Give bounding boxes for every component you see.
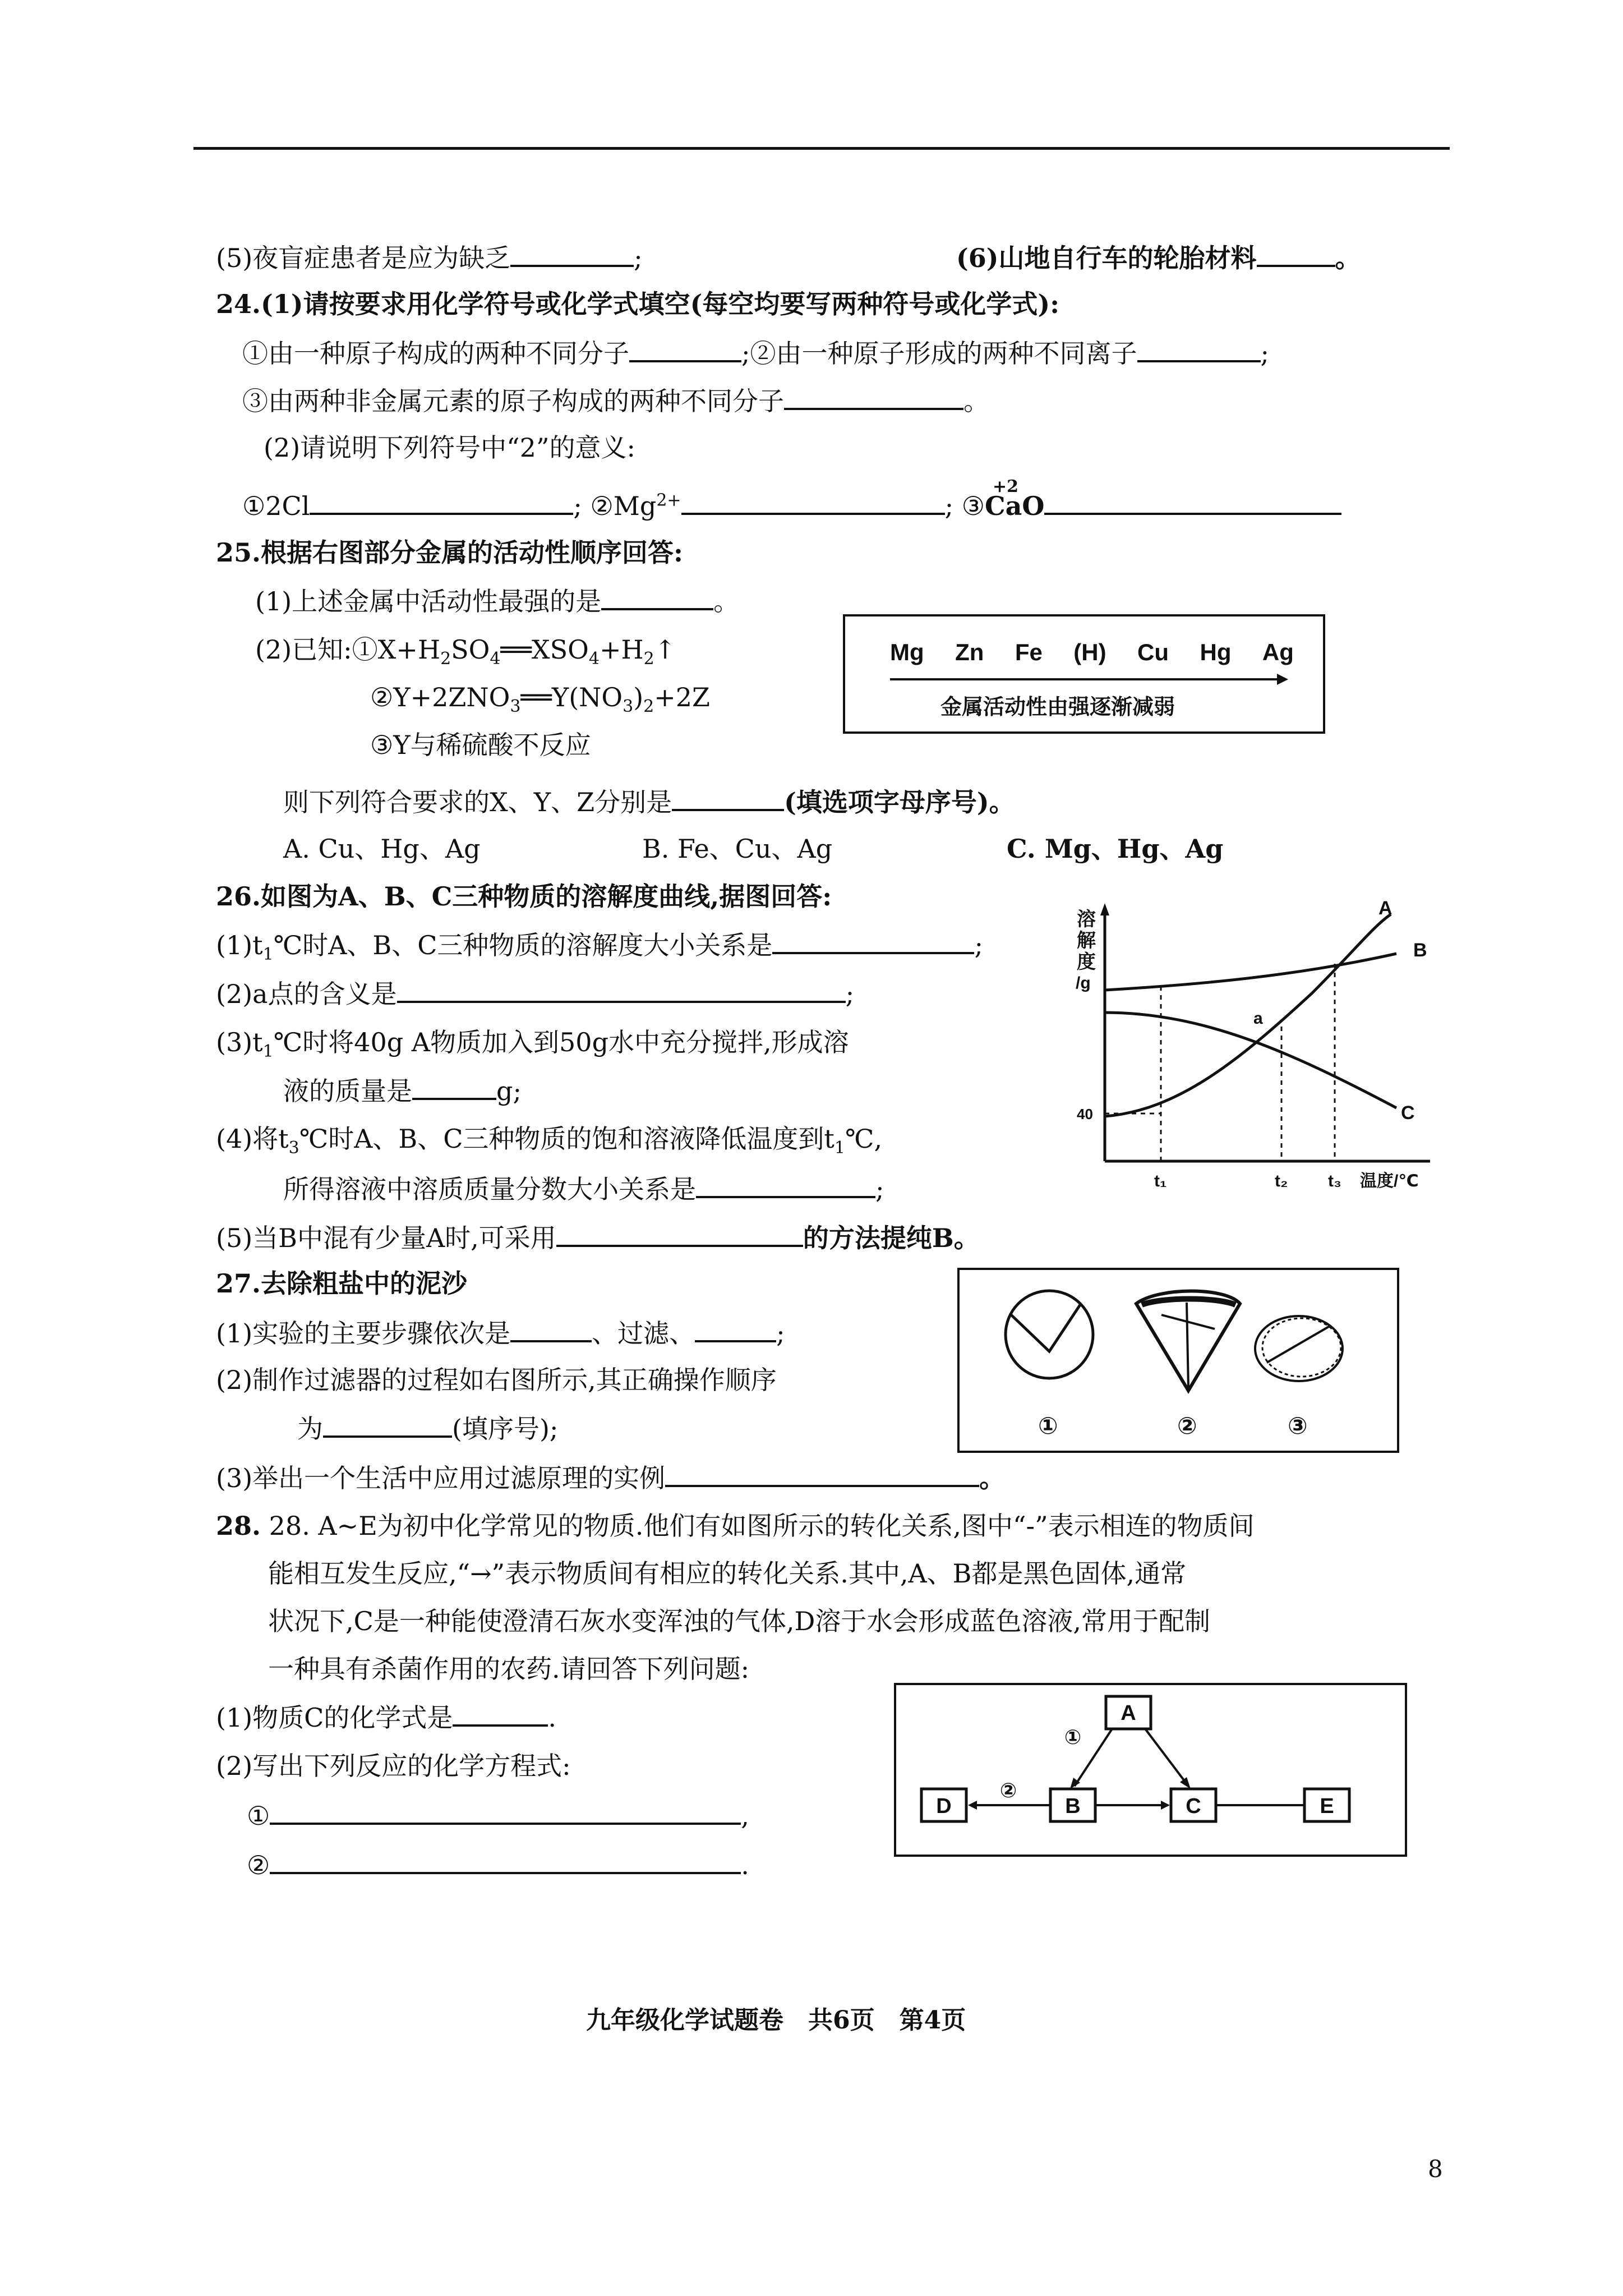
metal-activity-figure (843, 614, 1325, 734)
metal-label: Fe (1015, 639, 1043, 665)
q25-title: 25.根据右图部分金属的活动性顺序回答: (216, 537, 684, 568)
q26-q5: (5)当B中混有少量A时,可采用 的方法提纯B。 (216, 1220, 980, 1254)
q27-q2b: 为 (填序号); (297, 1411, 558, 1444)
q25-eq1: (2)已知$:①X+H_2SO_4══XSO_4+H_2↑$ (255, 634, 676, 669)
answer-blank[interactable] (772, 927, 974, 954)
q25-q1: (1)上述金属中活动性最强的是 。 (255, 583, 739, 617)
answer-blank[interactable] (453, 1700, 548, 1727)
node-label: D (936, 1795, 952, 1818)
q24-sub2: (2)请说明下列符号中“2”的意义: (264, 432, 635, 463)
q28-line1: 28. 28. A~E为初中化学常见的物质.他们有如图所示的转化关系,图中“-”表示相连的物质间 (216, 1511, 1255, 1541)
transformation-diagram (894, 1683, 1407, 1857)
q28-line3: 状况下,C是一种能使澄清石灰水变浑浊的气体,D溶于水会形成蓝色溶液,常用于配制 (268, 1606, 1210, 1636)
edge-label: ① (1064, 1726, 1082, 1749)
activity-arrow-icon (890, 673, 1288, 686)
q28-answer1: ① , (247, 1798, 749, 1832)
answer-blank[interactable] (397, 976, 846, 1003)
q25-option-c: C. Mg、Hg、Ag (1007, 834, 1224, 864)
point-a-label: a (1253, 1009, 1263, 1028)
answer-blank[interactable] (556, 1220, 803, 1247)
filter-paper-figure (957, 1268, 1399, 1453)
metal-label: Mg (890, 639, 924, 665)
answer-blank[interactable] (1137, 335, 1261, 362)
y-label-char: 解 (1077, 930, 1096, 951)
curve-c-label: C (1401, 1102, 1415, 1124)
y-axis-arrow-icon (1100, 903, 1109, 915)
answer-blank[interactable] (270, 1798, 741, 1825)
q28-q2: (2)写出下列反应的化学方程式: (216, 1751, 571, 1781)
answer-blank[interactable] (510, 240, 634, 267)
q26-q3a: $(3)t_1℃$时将40g A物质加入到50g水中充分搅拌,形成溶 (216, 1027, 849, 1062)
transformation-drawing (896, 1685, 1405, 1855)
q28-q1: (1)物质C的化学式是 . (216, 1700, 556, 1733)
q26-q4b: 所得溶液中溶质质量分数大小关系是 ; (283, 1171, 884, 1205)
node-label: B (1065, 1795, 1081, 1818)
edge-label: ② (999, 1779, 1017, 1802)
q26-q1: $(1)t_1℃$时A、B、C三种物质的溶解度大小关系是 ; (216, 927, 983, 961)
q24-symbols: ①2Cl ; $②Mg^{2+}$ ; ③ +2 CaO (242, 488, 1341, 522)
answer-blank[interactable] (270, 1847, 741, 1874)
answer-blank[interactable] (696, 1171, 875, 1198)
answer-blank[interactable] (1257, 240, 1335, 267)
answer-blank[interactable] (412, 1073, 496, 1100)
y-label-char: /g (1076, 974, 1091, 992)
solubility-chart (1060, 892, 1464, 1206)
q24-title: 24.(1)请按要求用化学符号或化学式填空(每空均要写两种符号或化学式): (216, 289, 1060, 319)
filter-steps-drawing (960, 1270, 1397, 1451)
q24-line2: ③由两种非金属元素的原子构成的两种不同分子 。 (242, 383, 989, 417)
q25-eq2: $②Y+2ZNO_3══Y(NO_3)_2+2Z$ (370, 682, 711, 717)
answer-blank[interactable] (1044, 488, 1341, 515)
answer-blank[interactable] (665, 1460, 979, 1487)
q25-option-b: B. Fe、Cu、Ag (642, 834, 833, 864)
page-footer: 九年级化学试题卷 共6页 第4页 (586, 2006, 966, 2035)
metal-label: (H) (1073, 639, 1106, 665)
q25-ask: 则下列符合要求的X、Y、Z分别是 (填选项字母序号)。 (283, 784, 1015, 818)
activity-caption: 金属活动性由强逐渐减弱 (940, 694, 1175, 719)
answer-blank[interactable] (601, 583, 713, 610)
q23-item5: (5)夜盲症患者是应为缺乏 ; (216, 240, 643, 274)
curve-c (1105, 1013, 1396, 1108)
step-label: ③ (1288, 1412, 1308, 1439)
answer-blank[interactable] (629, 335, 741, 362)
q25-option-a: A. Cu、Hg、Ag (283, 834, 481, 864)
answer-blank[interactable] (510, 1315, 592, 1342)
top-rule (193, 147, 1450, 150)
node-label: E (1320, 1795, 1334, 1818)
q27-q3: (3)举出一个生活中应用过滤原理的实例 。 (216, 1460, 1005, 1494)
x-tick-t2: t₂ (1275, 1172, 1288, 1190)
q26-q2: (2)a点的含义是 ; (216, 976, 854, 1010)
answer-blank[interactable] (681, 488, 945, 515)
q26-q4a: (4)将$t_3℃$时A、B、C三种物质的饱和溶液降低温度到$t_1℃$, (216, 1124, 883, 1158)
q26-title: 26.如图为A、B、C三种物质的溶解度曲线,据图回答: (216, 881, 832, 912)
q27-title: 27.去除粗盐中的泥沙 (216, 1268, 468, 1299)
metal-label: Ag (1262, 639, 1294, 665)
x-axis-unit: 温度/℃ (1360, 1172, 1419, 1190)
curve-a-label: A (1378, 898, 1393, 919)
metal-label: Hg (1200, 639, 1232, 665)
q24-line1: ①由一种原子构成的两种不同分子 ;②由一种原子形成的两种不同离子 ; (242, 335, 1269, 369)
q28-line2: 能相互发生反应,“→”表示物质间有相应的转化关系.其中,A、B都是黑色固体,通常 (268, 1558, 1187, 1589)
x-tick-t3: t₃ (1328, 1172, 1341, 1190)
answer-blank[interactable] (784, 383, 963, 410)
step-label: ② (1177, 1412, 1197, 1439)
y-label-char: 度 (1077, 951, 1096, 973)
curve-b (1105, 954, 1396, 990)
q27-q1: (1)实验的主要步骤依次是 、过滤、 ; (216, 1315, 785, 1349)
metal-label: Cu (1137, 639, 1169, 665)
answer-blank[interactable] (695, 1315, 776, 1342)
y-label-char: 溶 (1077, 909, 1096, 930)
curve-b-label: B (1413, 940, 1427, 961)
q27-q2a: (2)制作过滤器的过程如右图所示,其正确操作顺序 (216, 1365, 777, 1395)
answer-blank[interactable] (672, 784, 784, 811)
page-number: 8 (1428, 2155, 1443, 2183)
step-label: ① (1038, 1412, 1058, 1439)
q28-line4: 一种具有杀菌作用的农药.请回答下列问题: (268, 1654, 750, 1684)
q28-answer2: ② . (247, 1847, 749, 1881)
metal-label: Zn (955, 639, 984, 665)
x-tick-t1: t₁ (1154, 1172, 1167, 1190)
node-label: A (1121, 1701, 1136, 1725)
y-tick-40: 40 (1077, 1106, 1093, 1122)
answer-blank[interactable] (323, 1411, 452, 1438)
answer-blank[interactable] (310, 488, 573, 515)
q26-q3b: 液的质量是 g; (283, 1073, 522, 1107)
q23-item6: (6)山地自行车的轮胎材料 。 (956, 240, 1361, 274)
node-label: C (1186, 1795, 1201, 1818)
q25-eq3: ③Y与稀硫酸不反应 (370, 730, 591, 760)
